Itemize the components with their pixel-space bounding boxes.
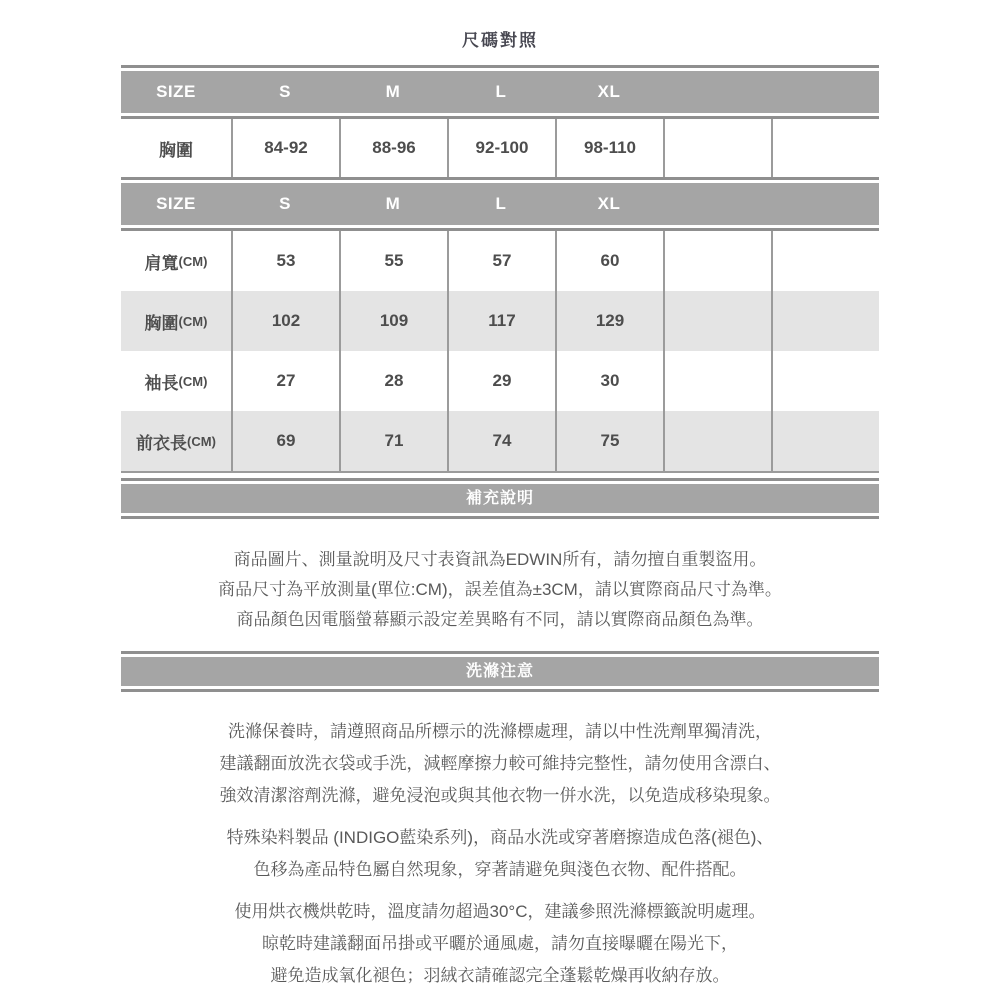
row-label: 胸圍 (CM) bbox=[144, 313, 208, 333]
washing-section-title: 洗滌注意 bbox=[121, 657, 879, 686]
note-line: 建議翻面放洗衣袋或手洗，減輕摩擦力較可維持完整性，請勿使用含漂白、 bbox=[219, 754, 781, 773]
row-label: 肩寬 (CM) bbox=[144, 253, 208, 273]
divider-line bbox=[121, 516, 879, 519]
washing-note-paragraph bbox=[121, 896, 879, 992]
size-value-cell bbox=[663, 119, 771, 177]
size-value-cell bbox=[663, 231, 771, 291]
size-column-header: XL bbox=[597, 194, 621, 213]
size-column-header: L bbox=[495, 194, 507, 213]
supplement-section bbox=[121, 478, 879, 519]
size-column-header: M bbox=[385, 194, 401, 213]
note-line: 商品圖片、測量說明及尺寸表資訊為EDWIN所有，請勿擅自重製盜用。 bbox=[233, 550, 767, 569]
row-label: 胸圍 bbox=[159, 140, 193, 160]
row-label-unit: (CM) bbox=[187, 433, 216, 449]
size-column-header: SIZE bbox=[156, 82, 196, 101]
size-value-cell: 53 bbox=[231, 231, 339, 291]
size-column-header: L bbox=[495, 82, 507, 101]
size-value-cell bbox=[771, 291, 879, 351]
note-line: 商品顏色因電腦螢幕顯示設定差異略有不同，請以實際商品顏色為準。 bbox=[236, 610, 764, 629]
washing-notes bbox=[121, 716, 879, 992]
table-row bbox=[121, 231, 879, 291]
row-label-unit: (CM) bbox=[178, 253, 208, 269]
size-value-cell: 74 bbox=[447, 411, 555, 471]
washing-note-paragraph bbox=[121, 716, 879, 812]
page-title: 尺碼對照 bbox=[462, 31, 538, 50]
size-value-cell: 57 bbox=[447, 231, 555, 291]
note-line: 避免造成氧化褪色；羽絨衣請確認完全蓬鬆乾燥再收納存放。 bbox=[270, 966, 730, 985]
note-line: 強效清潔溶劑洗滌，避免浸泡或與其他衣物一併水洗，以免造成移染現象。 bbox=[219, 786, 781, 805]
size-value-cell bbox=[771, 119, 879, 177]
size-value-cell: 60 bbox=[555, 231, 663, 291]
size-value-cell: 71 bbox=[339, 411, 447, 471]
size-value-cell: 69 bbox=[231, 411, 339, 471]
table-row bbox=[121, 291, 879, 351]
size-column-header: M bbox=[385, 82, 401, 101]
supplement-section-title: 補充說明 bbox=[121, 484, 879, 513]
size-value-cell: 92-100 bbox=[447, 119, 555, 177]
washing-note-paragraph bbox=[121, 822, 879, 886]
size-value-cell: 30 bbox=[555, 351, 663, 411]
size-column-header: S bbox=[279, 82, 291, 101]
size-value-cell: 75 bbox=[555, 411, 663, 471]
size-column-header: XL bbox=[597, 82, 621, 101]
note-line: 特殊染料製品 (INDIGO藍染系列)，商品水洗或穿著磨擦造成色落(褪色)、 bbox=[226, 828, 774, 847]
size-chart bbox=[121, 65, 879, 992]
note-line: 洗滌保養時，請遵照商品所標示的洗滌標處理，請以中性洗劑單獨清洗， bbox=[228, 722, 772, 741]
size-value-cell: 28 bbox=[339, 351, 447, 411]
size-value-cell bbox=[771, 411, 879, 471]
size-value-cell: 55 bbox=[339, 231, 447, 291]
size-range-rows bbox=[121, 119, 879, 177]
size-value-cell: 109 bbox=[339, 291, 447, 351]
size-header-row bbox=[121, 71, 879, 113]
supplement-note bbox=[121, 545, 879, 635]
size-value-cell bbox=[771, 351, 879, 411]
size-value-cell bbox=[663, 411, 771, 471]
size-measure-rows bbox=[121, 231, 879, 471]
size-value-cell: 27 bbox=[231, 351, 339, 411]
row-label-unit: (CM) bbox=[178, 373, 208, 389]
note-line: 色移為產品特色屬自然現象，穿著請避免與淺色衣物、配件搭配。 bbox=[253, 860, 747, 879]
row-label-unit: (CM) bbox=[178, 313, 208, 329]
washing-section bbox=[121, 651, 879, 692]
size-value-cell: 102 bbox=[231, 291, 339, 351]
size-column-header: S bbox=[279, 194, 291, 213]
size-value-cell bbox=[663, 291, 771, 351]
note-line: 商品尺寸為平放測量(單位:CM)，誤差值為±3CM，請以實際商品尺寸為準。 bbox=[218, 580, 782, 599]
size-value-cell: 117 bbox=[447, 291, 555, 351]
size-value-cell: 98-110 bbox=[555, 119, 663, 177]
divider-line bbox=[121, 689, 879, 692]
note-line: 晾乾時建議翻面吊掛或平曬於通風處，請勿直接曝曬在陽光下， bbox=[262, 934, 738, 953]
note-line: 使用烘衣機烘乾時，溫度請勿超過30°C，建議參照洗滌標籤說明處理。 bbox=[234, 902, 766, 921]
table-row bbox=[121, 411, 879, 471]
table-row bbox=[121, 119, 879, 177]
table-row bbox=[121, 351, 879, 411]
size-value-cell: 88-96 bbox=[339, 119, 447, 177]
size-value-cell bbox=[771, 231, 879, 291]
size-value-cell: 29 bbox=[447, 351, 555, 411]
size-column-header: SIZE bbox=[156, 194, 196, 213]
row-label: 前衣長 (CM) bbox=[136, 433, 216, 453]
size-value-cell: 129 bbox=[555, 291, 663, 351]
size-value-cell: 84-92 bbox=[231, 119, 339, 177]
size-header-row bbox=[121, 183, 879, 225]
size-value-cell bbox=[663, 351, 771, 411]
row-label: 袖長 (CM) bbox=[144, 373, 208, 393]
